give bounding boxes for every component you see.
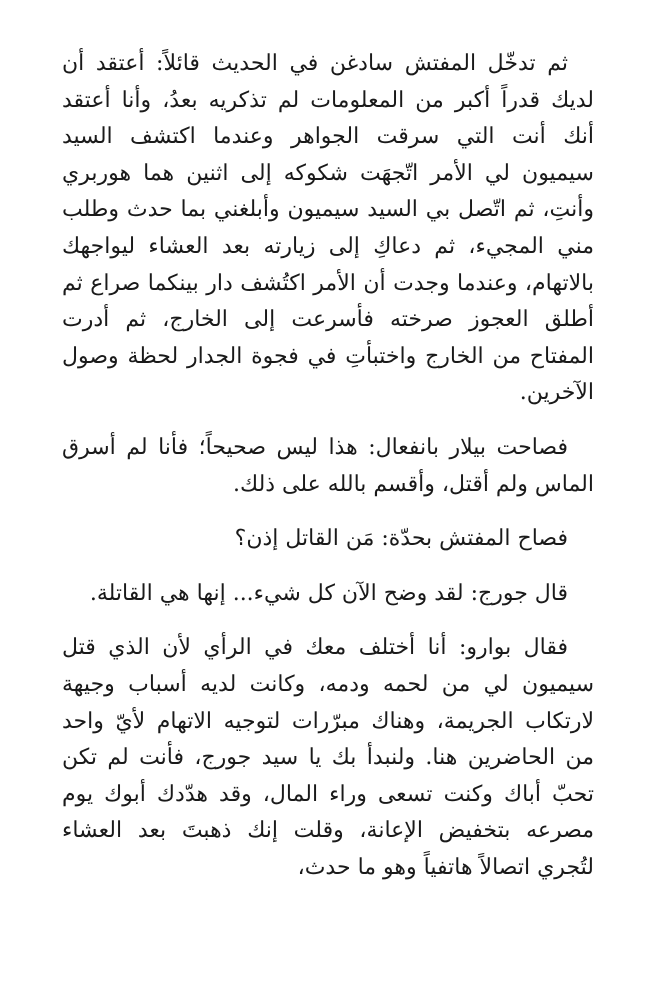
- paragraph-george-claim: قال جورج: لقد وضح الآن كل شيء... إنها هي القاتلة.: [89, 580, 568, 606]
- paragraph-inspector-question: فصاح المفتش بحدّة: مَن القاتل إذن؟: [234, 526, 568, 552]
- paragraph-pilar-denial: فصاحت بيلار بانفعال: هذا ليس صحيحاً؛ فأنا لم أسرق الماس ولم أقتل، وأقسم بالله على ذلك.: [62, 434, 594, 497]
- book-page: [62, 46, 594, 886]
- paragraph-poirot-reply: فقال بوارو: أنا أختلف معك في الرأي لأن الذي قتل سيميون لي من لحمه ودمه، وكانت لديه أسباب وجيهة لارتكاب الجريمة، وهناك مبرّرات لتوجيه الاتهام لأيّ واحد من الحاضرين هنا. ولنبدأ بك يا سيد جورج، فأنت لم تكن تحبّ أباك وكنت تسعى وراء المال، وقد هدّدك أبوك يوم مصرعه بتخفيض الإعانة، وقلت إنك ذهبتَ بعد العشاء لتُجري اتصالاً هاتفياً وهو ما حدث،: [62, 635, 594, 880]
- paragraph-inspector-accusation: ثم تدخّل المفتش سادغن في الحديث قائلاً: أعتقد أن لديك قدراً أكبر من المعلومات لم تذكريه بعدُ، وأنا أعتقد أنك أنت التي سرقت الجواهر وعندما اكتشف السيد سيميون لي الأمر اتّجهَت شكوكه إلى اثنين هما هوربري وأنتِ، ثم اتّصل بي السيد سيميون وأبلغني بما حدث وطلب مني المجيء، ثم دعاكِ إلى زيارته بعد العشاء ليواجهك بالاتهام، وعندما وجدت أن الأمر اكتُشف دار بينكما صراع ثم أطلق العجوز صرخته فأسرعت إلى الخارج، ثم أدرت المفتاح من الخارج واختبأتِ في فجوة الجدار لحظة وصول الآخرين.: [62, 51, 594, 406]
